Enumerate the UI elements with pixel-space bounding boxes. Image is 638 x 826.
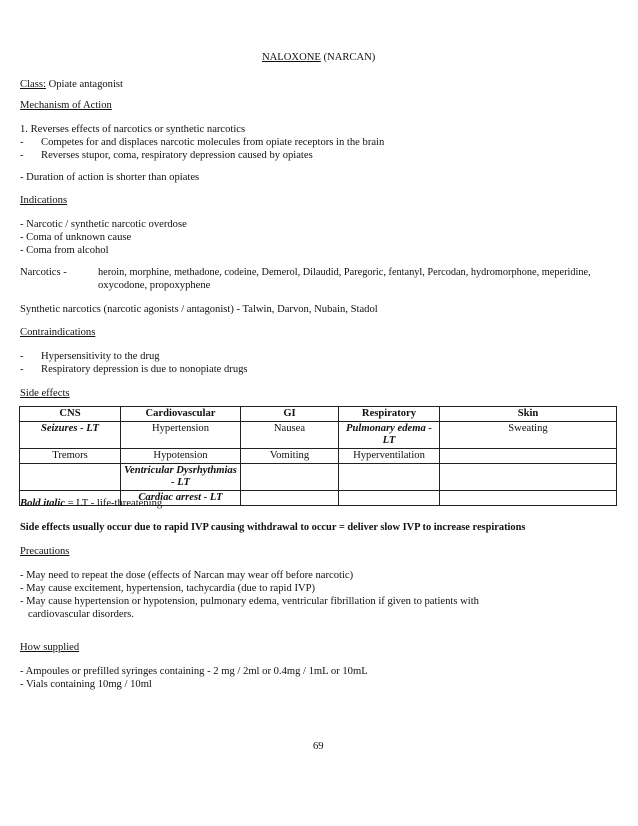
narcotics-list: heroin, morphine, methadone, codeine, Demerol, Dilaudid, Paregoric, fentanyl, Percodan, hydromorphone, meperidine,	[98, 267, 591, 278]
bullet-dash: -	[20, 351, 24, 362]
legend-bold-italic: Bold italic	[20, 498, 66, 509]
table-cell: Nausea	[241, 422, 339, 449]
drug-brand: (NARCAN)	[323, 52, 376, 63]
table-cell: Vomiting	[241, 449, 339, 464]
table-cell	[440, 449, 617, 464]
table-cell: Hypertension	[121, 422, 241, 449]
side-effects-heading: Side effects	[20, 388, 70, 399]
page-number: 69	[313, 741, 324, 752]
precaution-item: - May cause hypertension or hypotension, pulmonary edema, ventricular fibrillation if given to patients with	[20, 596, 479, 607]
duration-note: - Duration of action is shorter than opiates	[20, 172, 200, 183]
supplied-item: - Vials containing 10mg / 10ml	[20, 679, 152, 690]
supplied-heading: How supplied	[20, 642, 80, 653]
supplied-item: - Ampoules or prefilled syringes containing - 2 mg / 2ml or 0.4mg / 1mL or 10mL	[20, 666, 368, 677]
table-cell	[440, 491, 617, 506]
table-cell	[241, 491, 339, 506]
drug-name: NALOXONE	[262, 52, 321, 63]
table-cell	[339, 491, 440, 506]
narcotics-label: Narcotics -	[20, 267, 67, 278]
table-cell: Tremors	[20, 449, 121, 464]
bullet-text: Competes for and displaces narcotic molecules from opiate receptors in the brain	[41, 137, 385, 148]
indication-item: - Narcotic / synthetic narcotic overdose	[20, 219, 187, 230]
contraindication-text: Respiratory depression is due to nonopiate drugs	[41, 364, 248, 375]
table-cell: Cardiac arrest - LT	[121, 491, 241, 506]
mechanism-bullet	[0, 136, 638, 149]
indication-item: - Coma of unknown cause	[20, 232, 132, 243]
contraindication-item	[0, 350, 638, 363]
legend-text: = LT - life-threatening	[67, 498, 163, 509]
indications-heading: Indications	[20, 195, 68, 206]
table-row	[20, 449, 617, 464]
bullet-dash: -	[20, 364, 24, 375]
class-label: Class:	[20, 79, 46, 90]
table-header-cell: Skin	[440, 407, 617, 422]
side-effects-table	[19, 406, 617, 506]
table-cell: Seizures - LT	[20, 422, 121, 449]
table-cell	[339, 464, 440, 491]
table-cell	[440, 464, 617, 491]
table-cell	[241, 464, 339, 491]
precaution-item: - May need to repeat the dose (effects of Narcan may wear off before narcotic)	[20, 570, 354, 581]
contraindication-text: Hypersensitivity to the drug	[41, 351, 160, 362]
table-legend	[20, 497, 162, 510]
table-header-cell: GI	[241, 407, 339, 422]
table-cell: Pulmonary edema - LT	[339, 422, 440, 449]
narcotics-list-cont: oxycodone, propoxyphene	[98, 280, 211, 291]
ivp-note: Side effects usually occur due to rapid IVP causing withdrawal to occur = deliver slow IVP to increase respirations	[20, 522, 526, 533]
bullet-dash: -	[20, 150, 24, 161]
table-cell	[20, 464, 121, 491]
table-cell: Hyperventilation	[339, 449, 440, 464]
class-value: Opiate antagonist	[48, 79, 123, 90]
bullet-text: Reverses stupor, coma, respiratory depression caused by opiates	[41, 150, 313, 161]
table-cell: Sweating	[440, 422, 617, 449]
table-cell: Hypotension	[121, 449, 241, 464]
precaution-item-cont: cardiovascular disorders.	[28, 609, 134, 620]
contraindication-item	[0, 363, 638, 376]
synthetic-narcotics: Synthetic narcotics (narcotic agonists / antagonist) - Talwin, Darvon, Nubain, Stadol	[20, 304, 378, 315]
table-header-row	[20, 407, 617, 422]
indication-item: - Coma from alcohol	[20, 245, 109, 256]
mechanism-line: 1. Reverses effects of narcotics or synthetic narcotics	[20, 124, 246, 135]
precaution-item: - May cause excitement, hypertension, tachycardia (due to rapid IVP)	[20, 583, 316, 594]
table-header-cell: Cardiovascular	[121, 407, 241, 422]
table-row	[20, 422, 617, 449]
table-cell: Ventricular Dysrhythmias - LT	[121, 464, 241, 491]
page-title	[262, 51, 375, 64]
table-header-cell: CNS	[20, 407, 121, 422]
table-header-cell: Respiratory	[339, 407, 440, 422]
class-line	[20, 78, 123, 91]
contraindications-heading: Contraindications	[20, 327, 96, 338]
mechanism-bullet	[0, 149, 638, 162]
mechanism-heading: Mechanism of Action	[20, 100, 112, 111]
precautions-heading: Precautions	[20, 546, 70, 557]
bullet-dash: -	[20, 137, 24, 148]
table-row	[20, 464, 617, 491]
